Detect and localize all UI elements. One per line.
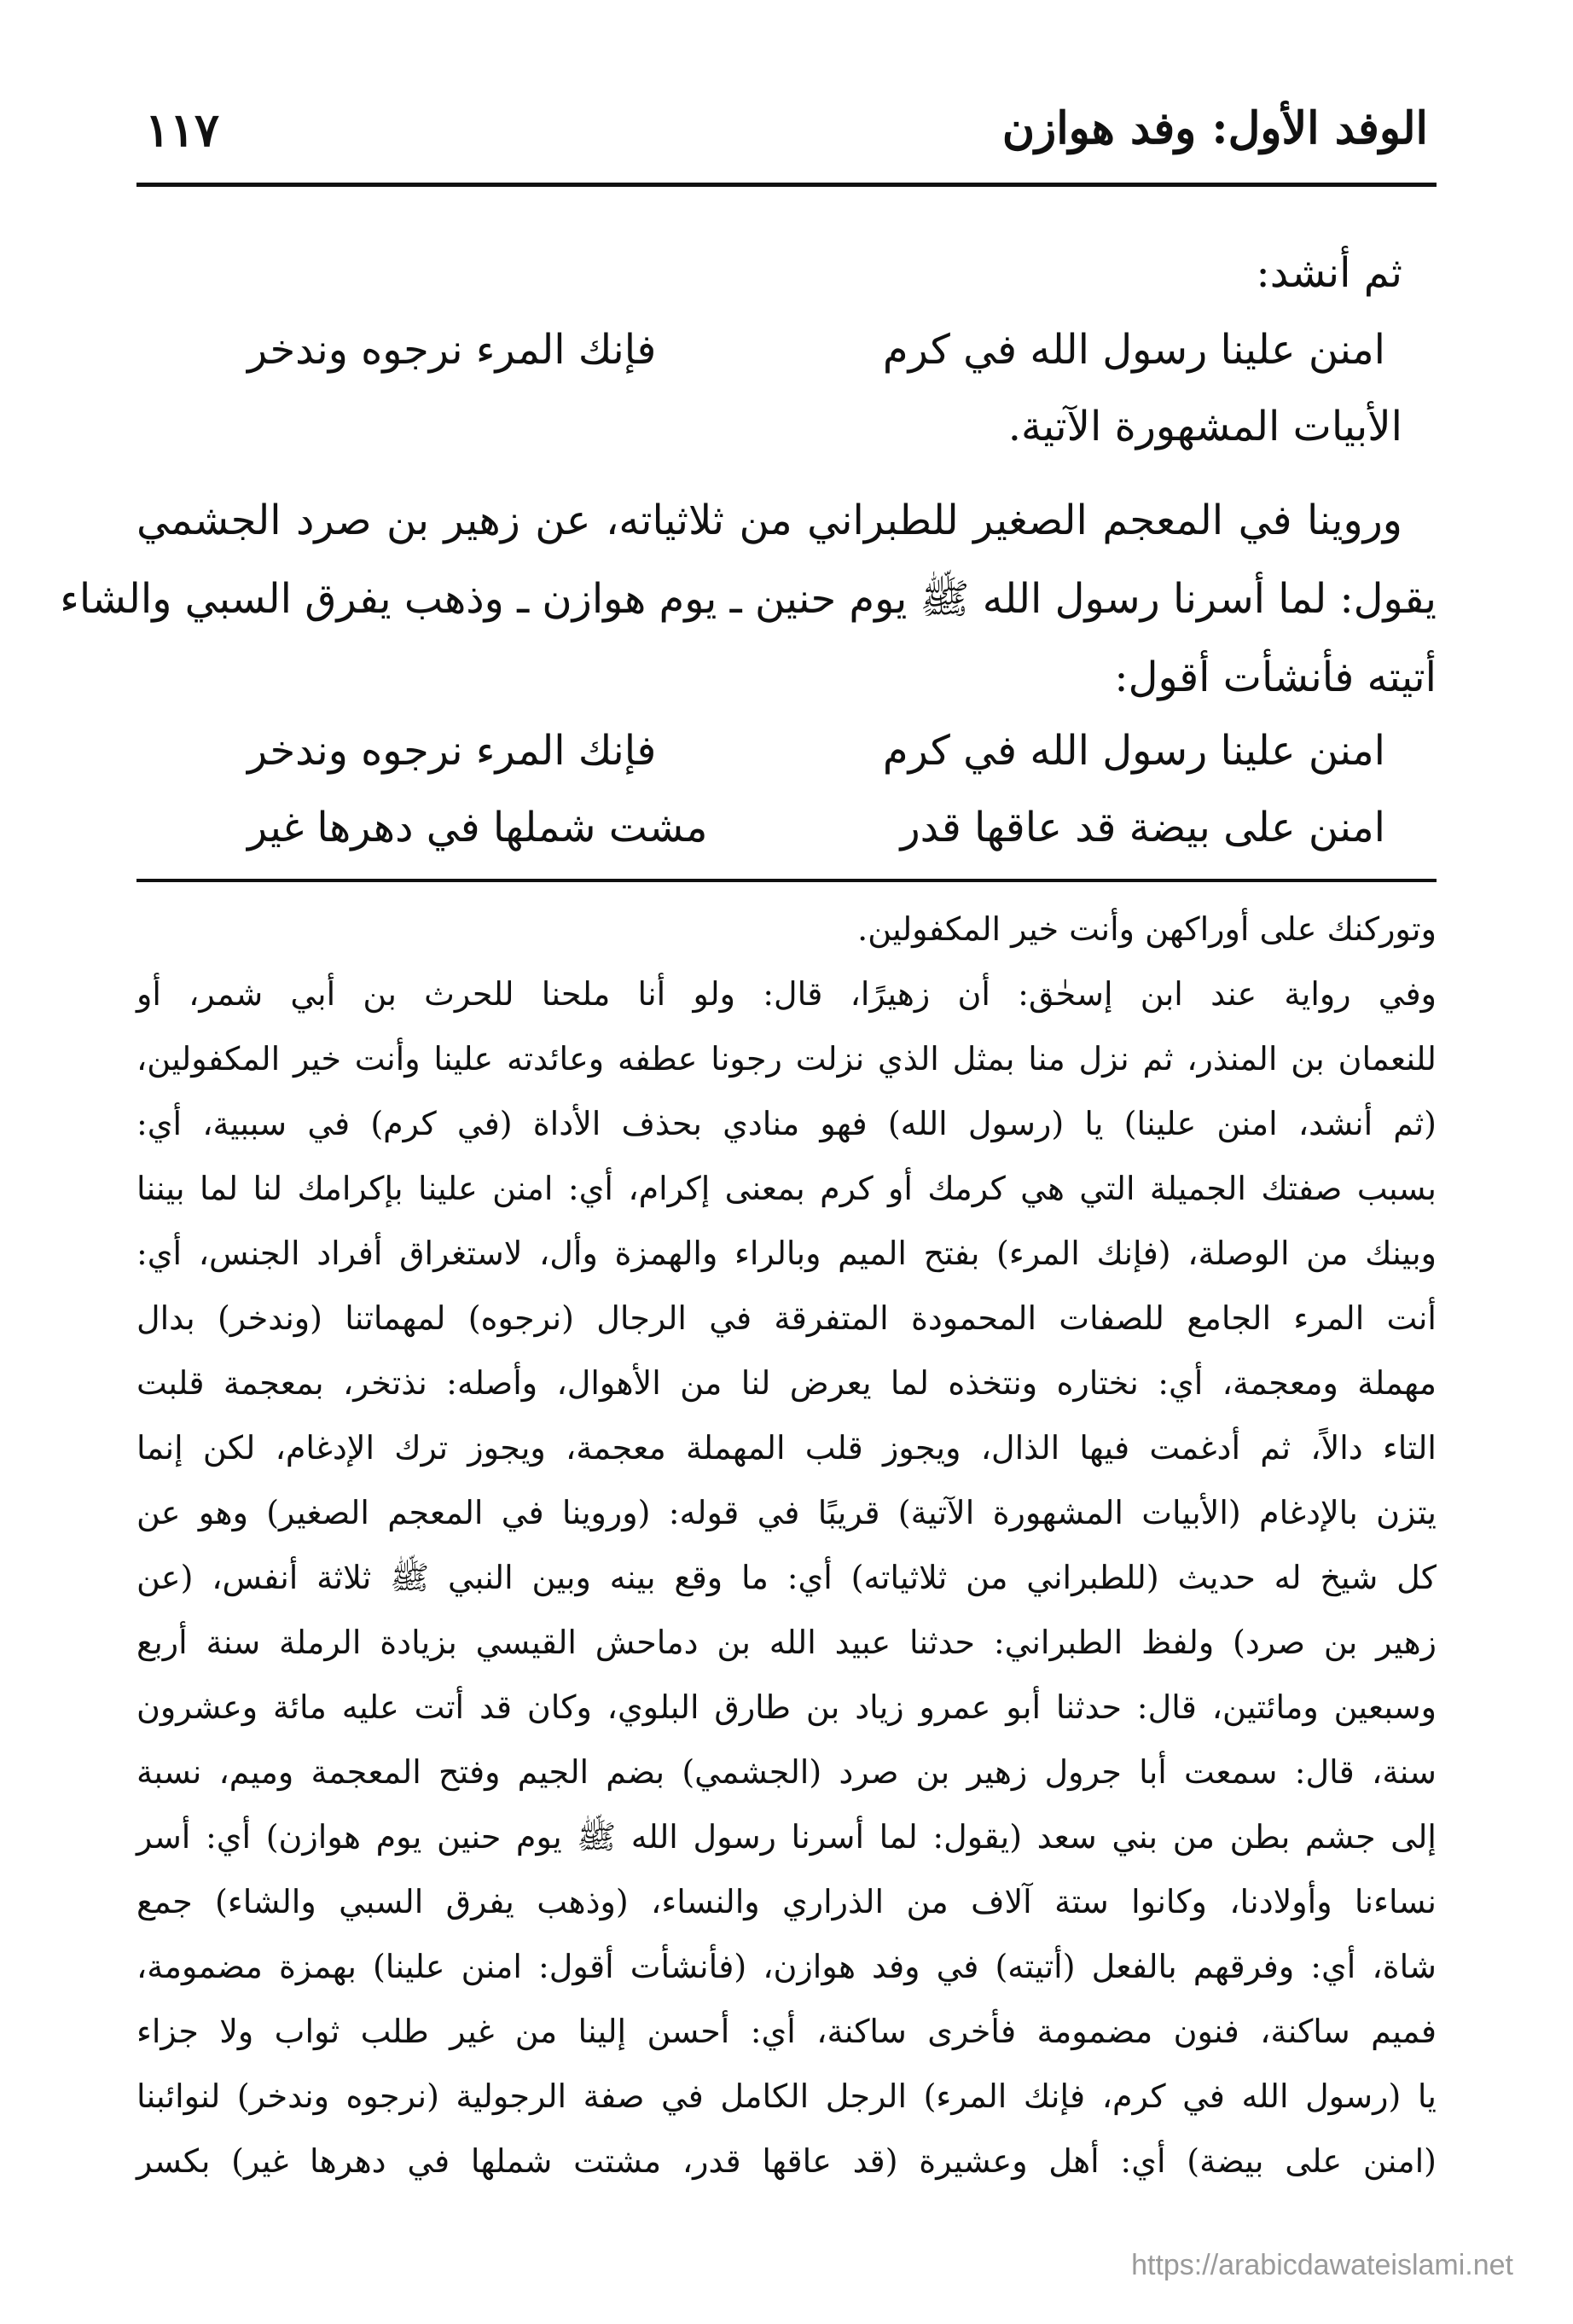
commentary-line: زهير بن صرد) ولفظ الطبراني: حدثنا عبيد الله بن دماحش القيسي بزيادة الرملة سنة أربع bbox=[136, 1624, 1437, 1661]
commentary-line: وسبعين ومائتين، قال: حدثنا أبو عمرو زياد بن طارق البلوي، وكان قد أتت عليه مائة وعشرون bbox=[136, 1688, 1437, 1726]
commentary-line: وبينك من الوصلة، (فإنك المرء) بفتح الميم وبالراء والهمزة وأل، لاستغراق أفراد الجنس، أي: bbox=[136, 1235, 1437, 1272]
main-text-line: يقول: لما أسرنا رسول الله ﷺ يوم حنين ـ يوم هوازن ـ وذهب يفرق السبي والشاء bbox=[60, 575, 1437, 623]
running-title: الوفد الأول: وفد هوازن bbox=[1001, 102, 1428, 154]
main-text-line: الأبيات المشهورة الآتية. bbox=[1007, 403, 1402, 450]
commentary-line: يا (رسول الله في كرم، فإنك المرء) الرجل الكامل في صفة الرجولية (نرجوه وندخر) لنوائبنا bbox=[136, 2077, 1437, 2115]
watermark-url: https://arabicdawateislami.net bbox=[1131, 2249, 1513, 2281]
commentary-line: يتزن بالإدغام (الأبيات المشهورة الآتية) قريبًا في قوله: (وروينا في المعجم الصغير) وهو عن bbox=[136, 1494, 1437, 1531]
verse-second-hemistich: فإنك المرء نرجوه وندخر bbox=[247, 326, 657, 374]
intro-line: ثم أنشد: bbox=[1256, 249, 1402, 297]
commentary-line: فميم ساكنة، فنون مضمومة فأخرى ساكنة، أي: أحسن إلينا من غير طلب ثواب ولا جزاء bbox=[136, 2013, 1437, 2050]
commentary-line: نساءنا وأولادنا، وكانوا ستة آلاف من الذراري والنساء، (وذهب يفرق السبي والشاء) جمع bbox=[136, 1883, 1437, 1920]
verse-first-hemistich: امنن علينا رسول الله في كرم bbox=[882, 727, 1385, 775]
commentary-line: (امنن على بيضة) أي: أهل وعشيرة (قد عاقها قدر، مشتت شملها في دهرها غير) بكسر bbox=[136, 2142, 1437, 2180]
page-header bbox=[145, 102, 1428, 179]
commentary-line: للنعمان بن المنذر، ثم نزل منا بمثل الذي نزلت رجونا عطفه وعائدته علينا وأنت خير المكفولين، bbox=[136, 1040, 1437, 1078]
main-text-line: أتيته فأنشأت أقول: bbox=[1114, 654, 1437, 701]
footnote-divider bbox=[136, 879, 1437, 882]
verse-second-hemistich: مشت شملها في دهرها غير bbox=[247, 804, 708, 851]
main-text-line: وروينا في المعجم الصغير للطبراني من ثلاثياته، عن زهير بن صرد الجشمي bbox=[136, 497, 1402, 544]
commentary-line: مهملة ومعجمة، أي: نختاره ونتخذه لما يعرض لنا من الأهوال، وأصله: نذتخر، بمعجمة قلبت bbox=[136, 1364, 1437, 1402]
commentary-line: بسبب صفتك الجميلة التي هي كرمك أو كرم بمعنى إكرام، أي: امنن علينا بإكرامك لنا لما بيننا bbox=[136, 1170, 1437, 1207]
header-divider bbox=[136, 183, 1437, 187]
commentary-line: وفي رواية عند ابن إسحٰق: أن زهيرًا، قال: ولو أنا ملحنا للحرث بن أبي شمر، أو bbox=[136, 975, 1437, 1013]
verse-line bbox=[247, 785, 1385, 870]
commentary-line: كل شيخ له حديث (للطبراني من ثلاثياته) أي: ما وقع بينه وبين النبي ﷺ ثلاثة أنفس، (عن bbox=[136, 1559, 1437, 1596]
page-number: ١١٧ bbox=[145, 102, 220, 157]
commentary-line: سنة، قال: سمعت أبا جرول زهير بن صرد (الجشمي) بضم الجيم وفتح المعجمة وميم، نسبة bbox=[136, 1753, 1437, 1791]
commentary-line: (ثم أنشد، امنن علينا) يا (رسول الله) فهو منادي بحذف الأداة (في كرم) في سببية، أي: bbox=[136, 1105, 1437, 1142]
commentary-line: أنت المرء الجامع للصفات المحمودة المتفرقة في الرجال (نرجوه) لمهماتنا (وندخر) بدال bbox=[136, 1299, 1437, 1337]
verse-first-hemistich: امنن على بيضة قد عاقها قدر bbox=[900, 804, 1385, 851]
verse-first-hemistich: امنن علينا رسول الله في كرم bbox=[882, 326, 1385, 374]
verse-line bbox=[247, 708, 1385, 793]
commentary-line: التاء دالاً، ثم أدغمت فيها الذال، ويجوز قلب المهملة معجمة، ويجوز ترك الإدغام، لكن إنما bbox=[136, 1429, 1437, 1467]
verse-line bbox=[247, 307, 1385, 392]
commentary-line: شاة، أي: وفرقهم بالفعل (أتيته) في وفد هوازن، (فأنشأت أقول: امنن علينا) بهمزة مضمومة، bbox=[136, 1948, 1437, 1985]
verse-second-hemistich: فإنك المرء نرجوه وندخر bbox=[247, 727, 657, 775]
commentary-line: وتوركنك على أوراكهن وأنت خير المكفولين. bbox=[857, 910, 1437, 948]
commentary-line: إلى جشم بطن من بني سعد (يقول: لما أسرنا رسول الله ﷺ يوم حنين يوم هوازن) أي: أسر bbox=[136, 1818, 1437, 1856]
